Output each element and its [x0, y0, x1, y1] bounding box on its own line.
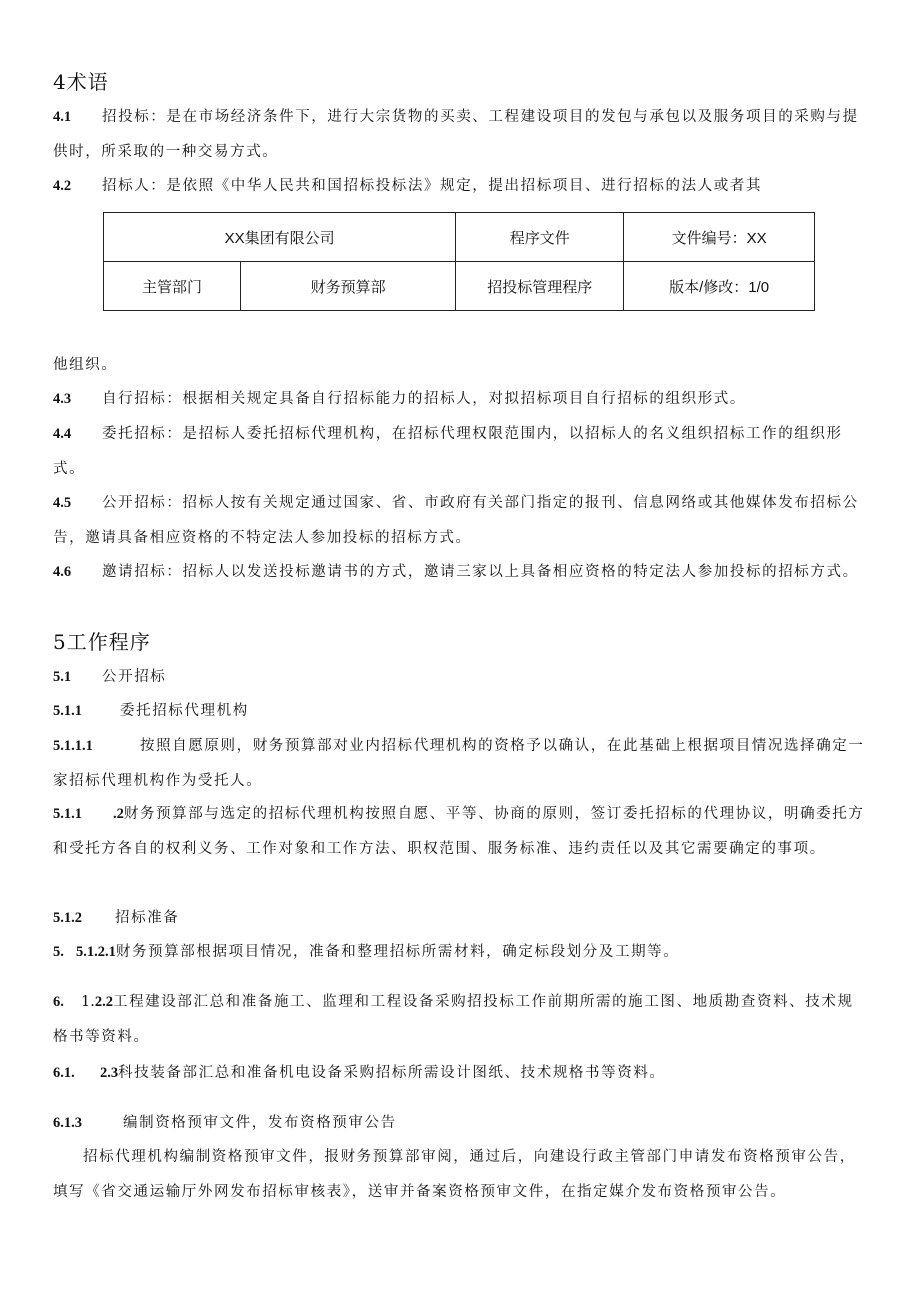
para-4-6 — [53, 555, 868, 590]
para-5-1-1 — [53, 694, 868, 729]
para-number: 4.4 — [53, 426, 72, 442]
document-header-table — [103, 212, 815, 311]
section-4-title: 4术语 — [53, 70, 109, 94]
para-4-1 — [53, 100, 868, 170]
para-number: 4.1 — [53, 109, 72, 125]
para-text: 工程建设部汇总和准备施工、监理和工程设备采购招投标工作前期所需的施工图、地质勘查资料、技术规格书等资料。 — [53, 994, 854, 1045]
para-text: 自行招标：根据相关规定具备自行招标能力的招标人，对拟招标项目自行招标的组织形式。 — [102, 391, 746, 407]
para-subnumber: 2.2 — [94, 994, 113, 1010]
para-number: 4.6 — [53, 564, 72, 580]
para-text: 委托招标代理机构 — [120, 703, 249, 719]
para-number: 5.1.1.1 — [53, 738, 93, 754]
para-subnumber: 5.1.2.1 — [76, 944, 116, 960]
para-text: 招投标：是在市场经济条件下，进行大宗货物的买卖、工程建设项目的发包与承包以及服务项目的采购与提供时，所采取的一种交易方式。 — [53, 109, 859, 160]
para-text: 招标人：是依照《中华人民共和国招标投标法》规定，提出招标项目、进行招标的法人或者其 — [102, 178, 763, 194]
para-text: 招标准备 — [115, 910, 180, 926]
para-text: 科技装备部汇总和准备机电设备采购招标所需设计图纸、技术规格书等资料。 — [118, 1065, 666, 1081]
para-subnumber: 2.3 — [100, 1065, 119, 1081]
para-5-1-2 — [53, 901, 868, 936]
para-text: 财务预算部根据项目情况，准备和整理招标所需材料，确定标段划分及工期等。 — [115, 944, 680, 960]
para-4-2 — [53, 169, 868, 204]
doc-type: 程序文件 — [456, 213, 624, 262]
dept-label: 主管部门 — [104, 262, 241, 311]
para-5-1-1-2 — [53, 797, 868, 867]
para-text: 按照自愿原则，财务预算部对业内招标代理机构的资格予以确认，在此基础上根据项目情况选择确定一家招标代理机构作为受托人。 — [53, 738, 865, 789]
para-number: 4.3 — [53, 391, 72, 407]
para-6-1-2-2 — [53, 985, 868, 1055]
section-5-title: 5工作程序 — [53, 630, 151, 654]
para-4-4 — [53, 417, 868, 487]
para-number: 5.1.2 — [53, 910, 82, 926]
para-5-1-2-1 — [53, 935, 868, 970]
para-number: 5.1.1 — [53, 703, 82, 719]
para-4-5 — [53, 486, 868, 556]
para-text: 委托招标：是招标人委托招标代理机构，在招标代理权限范围内，以招标人的名义组织招标工作的组织形式。 — [53, 426, 843, 477]
para-number: 5. — [53, 944, 64, 960]
company-name: XX集团有限公司 — [104, 213, 456, 262]
para-number: 6.1. — [53, 1065, 75, 1081]
para-6-1-2-3 — [53, 1056, 868, 1091]
para-text: 财务预算部与选定的招标代理机构按照自愿、平等、协商的原则，签订委托招标的代理协议，明确委托方和受托方各自的权利义务、工作对象和工作方法、职权范围、服务标准、违约责任以及其它需要确定的事项。 — [53, 806, 865, 857]
para-subnumber: .2 — [113, 806, 124, 822]
para-number: 5.1 — [53, 669, 72, 685]
para-number: 4.5 — [53, 495, 72, 511]
para-6-1-3 — [53, 1106, 868, 1141]
dept-value: 财务预算部 — [241, 262, 456, 311]
para-5-1 — [53, 660, 868, 695]
para-number: 4.2 — [53, 178, 72, 194]
para-number: 5.1.1 — [53, 806, 82, 822]
para-number: 6.1.3 — [53, 1115, 82, 1131]
version: 版本/修改：1/0 — [624, 262, 815, 311]
para-5-1-1-1 — [53, 729, 868, 799]
doc-number: 文件编号：XX — [624, 213, 815, 262]
para-number: 6. — [53, 994, 64, 1010]
para-6-1-3-body: 招标代理机构编制资格预审文件，报财务预算部审阅，通过后，向建设行政主管部门申请发布资格预审公告，填写《省交通运输厅外网发布招标审核表》，送审并备案资格预审文件，在指定媒介发布资格预审公告。 — [53, 1149, 856, 1200]
para-text: 编制资格预审文件，发布资格预审公告 — [123, 1115, 397, 1131]
procedure-name: 招投标管理程序 — [456, 262, 624, 311]
para-prefix: 1. — [81, 994, 95, 1010]
para-text: 邀请招标：招标人以发送投标邀请书的方式，邀请三家以上具备相应资格的特定法人参加投标的招标方式。 — [102, 564, 859, 580]
para-4-3 — [53, 382, 868, 417]
para-text: 公开招标 — [102, 669, 167, 685]
para-4-2-cont: 他组织。 — [53, 357, 118, 373]
para-text: 公开招标：招标人按有关规定通过国家、省、市政府有关部门指定的报刊、信息网络或其他媒体发布招标公告，邀请具备相应资格的不特定法人参加投标的招标方式。 — [53, 495, 859, 546]
